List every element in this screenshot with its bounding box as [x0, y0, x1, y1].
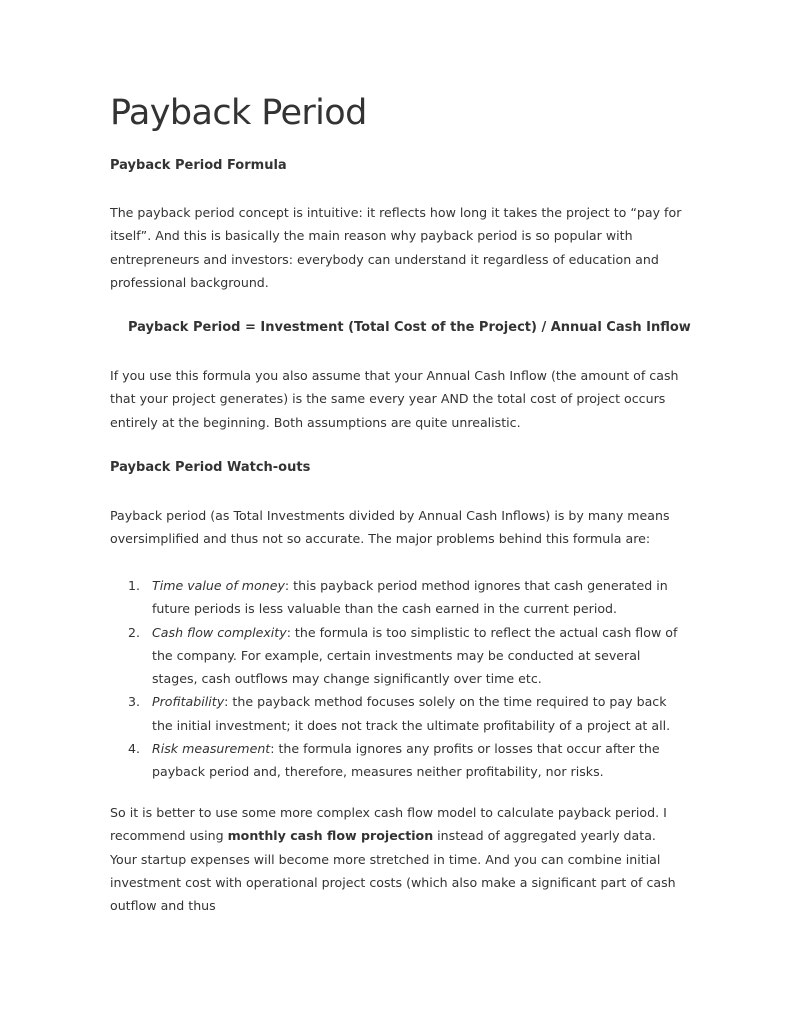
list-item-number: 3. — [128, 694, 141, 710]
list-item-number: 1. — [128, 578, 141, 593]
list-item-text: : this payback period method ignores that cash generated in future periods is less valuable than the cash earned in the current period. — [152, 578, 668, 617]
formula-intro-paragraph: The payback period concept is intuitive: it reflects how long it takes the project to “pay for itself”. And this is basically the main reason why payback period is so popular with entrepreneurs and investors: everybody can understand it regardless of education and professional background. — [110, 205, 682, 290]
list-item-term: Profitability — [152, 694, 225, 710]
list-item-term: Cash flow complexity — [152, 624, 287, 640]
section-heading-watchouts: Payback Period Watch-outs — [110, 460, 311, 475]
list-item-term: Time value of money — [152, 578, 285, 593]
problems-list — [110, 574, 685, 784]
assumptions-paragraph: If you use this formula you also assume that your Annual Cash Inflow (the amount of cash that your project generates) is the same every year AND the total cost of project occurs entirely at the beginning. Both assumptions are quite unrealistic. — [110, 368, 679, 430]
closing-text-end: instead of aggregated yearly data. Your startup expenses will become more stretched in time. And you can combine initial investment cost with operational project costs (which also make a significant part of cash outflow and thus — [110, 828, 676, 914]
list-item-number: 4. — [128, 741, 141, 757]
list-item — [110, 690, 685, 737]
list-item — [110, 574, 685, 621]
list-item — [110, 737, 685, 784]
watchouts-intro-paragraph: Payback period (as Total Investments divided by Annual Cash Inflows) is by many means oversimplified and thus not so accurate. The major problems behind this formula are: — [110, 508, 670, 547]
list-item-text: : the formula ignores any profits or losses that occur after the payback period and, therefore, measures neither profitability, nor risks. — [152, 741, 660, 780]
closing-text-start: So it is better to use some more complex cash flow model to calculate payback period. I recommend using — [110, 805, 667, 844]
closing-paragraph — [110, 801, 685, 917]
section-heading-formula: Payback Period Formula — [110, 158, 287, 173]
list-item-term: Risk measurement — [152, 741, 271, 757]
list-item-number: 2. — [128, 624, 141, 640]
list-item — [110, 621, 685, 691]
page-title: Payback Period — [110, 93, 367, 133]
payback-formula: Payback Period = Investment (Total Cost of the Project) / Annual Cash Inflow — [128, 320, 691, 335]
list-item-text: : the formula is too simplistic to reflect the actual cash flow of the company. For example, certain investments may be conducted at several stages, cash outflows may change significantly over time etc. — [152, 624, 678, 687]
monthly-cash-flow-projection-emphasis: monthly cash flow projection — [227, 828, 434, 844]
list-item-text: : the payback method focuses solely on the time required to pay back the initial investment; it does not track the ultimate profitability of a project at all. — [152, 694, 671, 733]
